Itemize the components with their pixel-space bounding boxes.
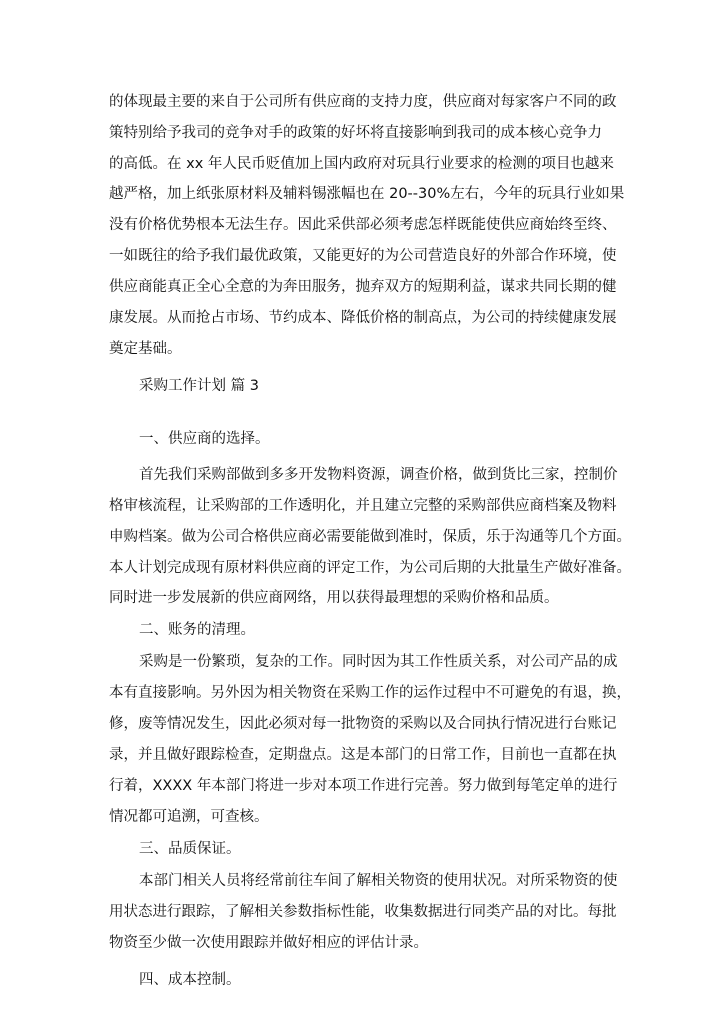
- paragraph-line: 同时进一步发展新的供应商网络，用以获得最理想的采购价格和品质。: [109, 590, 559, 606]
- item-heading-quality: 三、品质保证。: [139, 841, 241, 857]
- section-title: 采购工作计划 篇 3: [139, 378, 259, 394]
- paragraph-line: 采购是一份繁琐，复杂的工作。同时因为其工作性质关系，对公司产品的成: [139, 654, 618, 670]
- paragraph-line: 首先我们采购部做到多多开发物料资源，调查价格，做到货比三家，控制价: [139, 467, 618, 483]
- item-heading-accounts: 二、账务的清理。: [139, 622, 255, 638]
- paragraph-line: 越严格，加上纸张原材料及辅料锡涨幅也在 20--30%左右，今年的玩具行业如果: [109, 186, 625, 202]
- item-heading-cost: 四、成本控制。: [139, 972, 241, 988]
- paragraph-line: 一如既往的给予我们最优政策，又能更好的为公司营造良好的外部合作环境，使: [109, 248, 617, 264]
- paragraph-line: 本人计划完成现有原材料供应商的评定工作，为公司后期的大批量生产做好准备。: [109, 560, 631, 576]
- paragraph-line: 奠定基础。: [109, 341, 182, 357]
- paragraph-line: 修，废等情况发生，因此必须对每一批物资的采购以及合同执行情况进行台账记: [109, 716, 617, 732]
- paragraph-line: 康发展。从而抢占市场、节约成本、降低价格的制高点，为公司的持续健康发展: [109, 310, 617, 326]
- paragraph-line: 情况都可追溯，可查核。: [109, 809, 269, 825]
- paragraph-line: 的高低。在 xx 年人民币贬值加上国内政府对玩具行业要求的检测的项目也越来: [109, 156, 614, 172]
- paragraph-line: 格审核流程，让采购部的工作透明化，并且建立完整的采购部供应商档案及物料: [109, 498, 617, 514]
- paragraph-line: 策特别给予我司的竞争对手的政策的好坏将直接影响到我司的成本核心竞争力: [109, 125, 602, 141]
- paragraph-line: 的体现最主要的来自于公司所有供应商的支持力度，供应商对每家客户不同的政: [109, 94, 617, 110]
- paragraph-line: 本有直接影响。另外因为相关物资在采购工作的运作过程中不可避免的有退，换，: [109, 685, 631, 701]
- paragraph-line: 行着，XXXX 年本部门将进一步对本项工作进行完善。努力做到每笔定单的进行: [109, 778, 618, 794]
- paragraph-line: 没有价格优势根本无法生存。因此采供部必须考虑怎样既能使供应商始终至终、: [109, 217, 617, 233]
- paragraph-line: 申购档案。做为公司合格供应商必需要能做到准时，保质，乐于沟通等几个方面。: [109, 529, 631, 545]
- paragraph-line: 录，并且做好跟踪检查，定期盘点。这是本部门的日常工作，目前也一直都在执: [109, 747, 617, 763]
- paragraph-line: 本部门相关人员将经常前往车间了解相关物资的使用状况。对所采物资的使: [139, 873, 618, 889]
- paragraph-line: 物资至少做一次使用跟踪并做好相应的评估计录。: [109, 935, 428, 951]
- paragraph-line: 用状态进行跟踪，了解相关参数指标性能，收集数据进行同类产品的对比。每批: [109, 904, 617, 920]
- paragraph-line: 供应商能真正全心全意的为奔田服务，抛弃双方的短期利益，谋求共同长期的健: [109, 279, 617, 295]
- item-heading-suppliers: 一、供应商的选择。: [139, 431, 270, 447]
